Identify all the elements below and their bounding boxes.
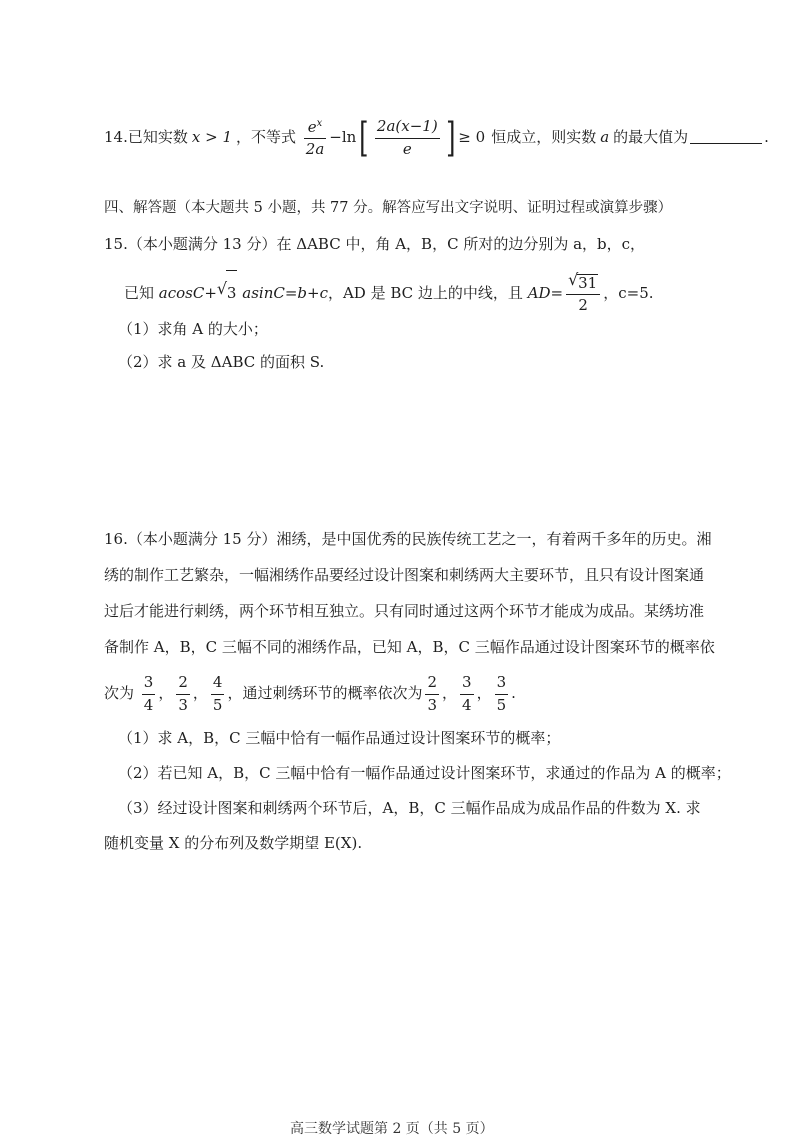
- q14-condition: x > 1: [191, 128, 232, 146]
- question-16-line1: 16.（本小题满分 15 分）湘绣，是中国优秀的民族传统工艺之一，有着两千多年的历史。湘: [104, 530, 712, 548]
- answer-blank[interactable]: [690, 143, 762, 144]
- page-footer: 高三数学试题第 2 页（共 5 页）: [290, 1121, 494, 1137]
- question-16-line4: 备制作 A，B，C 三幅不同的湘绣作品，已知 A，B，C 三幅作品通过设计图案环节的概率依: [104, 638, 715, 656]
- q14-label: 14.: [104, 128, 128, 146]
- question-16-sub1: （1）求 A，B，C 三幅中恰有一幅作品通过设计图案环节的概率；: [118, 729, 561, 747]
- section-heading: 四、解答题（本大题共 5 小题，共 77 分。解答应写出文字说明、证明过程或演算步骤）: [104, 200, 673, 216]
- question-15-line1: 15.（本小题满分 13 分）在 ΔABC 中，角 A，B，C 所对的边分别为 a，b，c，: [104, 235, 646, 253]
- question-15-line2: 已知 acosC+ √ 3 asinC=b+c，AD 是 BC 边上的中线，且 AD= √ 31 2 ，c=5.: [124, 269, 654, 314]
- q15-fraction: √ 31 2: [566, 274, 600, 315]
- question-16-line3: 过后才能进行刺绣，两个环节相互独立。只有同时通过这两个环节才能成为成品。某绣坊准: [104, 602, 705, 620]
- question-16-sub3: （3）经过设计图案和刺绣两个环节后，A，B，C 三幅作品成为成品作品的件数为 X. 求: [118, 799, 701, 817]
- question-15-sub2: （2）求 a 及 ΔABC 的面积 S.: [118, 353, 325, 371]
- question-16-line5: 次为 $\frac{3}{4}$ ， $\frac{2}{3}$ ， $\frac{4}{5}$ ，通过刺绣环节的概率依次为 $\frac{2}{3}$ ， $\frac{3}{4}$ ， $\frac{3}{5}$ .: [104, 673, 516, 714]
- question-14: 14.已知实数 x > 1 ，不等式 $\frac{e^x}{2a}$ −ln[ $\frac{2a(x-1)}{e}$ ] ≥ 0 恒成立，则实数 a 的最大值为 .: [104, 115, 769, 161]
- question-16-sub2: （2）若已知 A，B，C 三幅中恰有一幅作品通过设计图案环节，求通过的作品为 A 的概率；: [118, 764, 731, 782]
- question-16-line2: 绣的制作工艺繁杂，一幅湘绣作品要经过设计图案和刺绣两大主要环节，且只有设计图案通: [104, 566, 705, 584]
- question-16-sub3b: 随机变量 X 的分布列及数学期望 E(X).: [104, 834, 363, 852]
- q14-fraction: $\frac{e^x}{2a}$: [305, 117, 325, 158]
- q14-ln-fraction: $\frac{2a(x-1)}{e}$: [376, 117, 438, 158]
- question-15-sub1: （1）求角 A 的大小；: [118, 320, 268, 338]
